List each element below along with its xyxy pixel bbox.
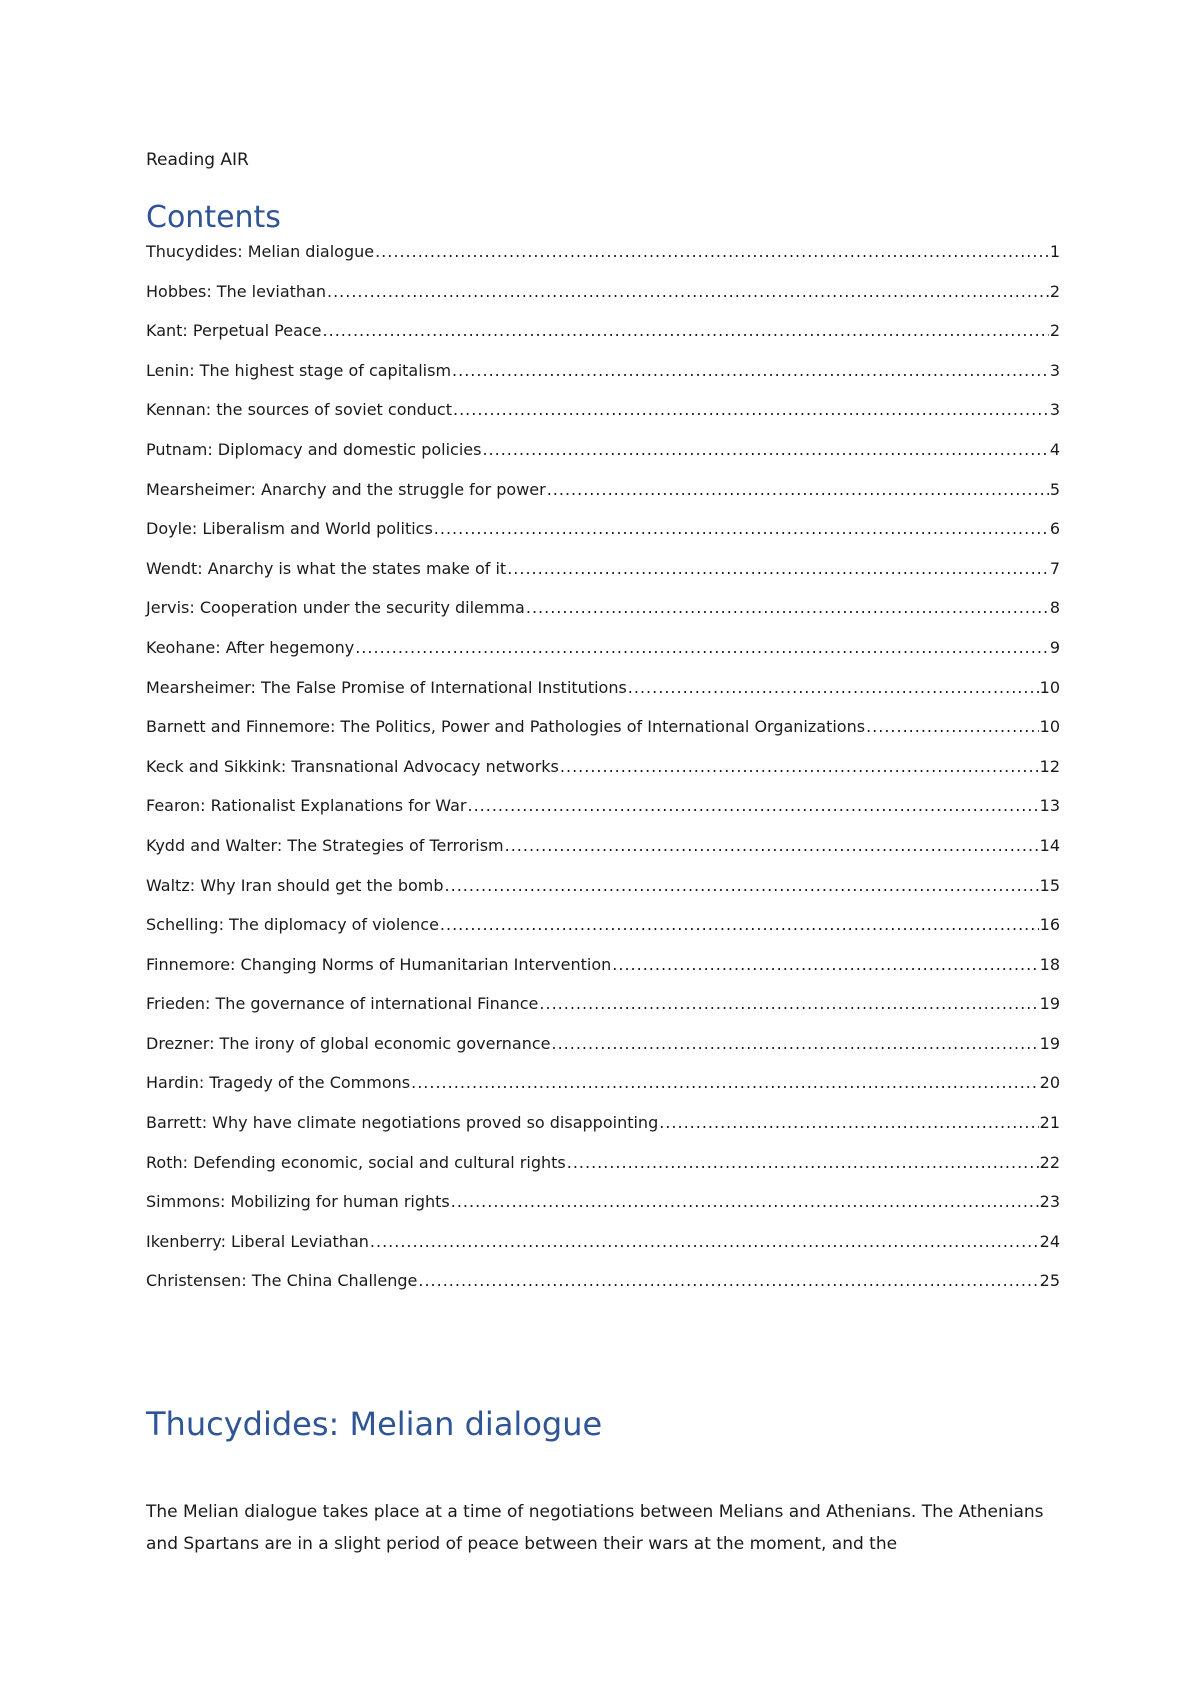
toc-entry-title: Hobbes: The leviathan — [146, 281, 326, 301]
toc-leader — [440, 915, 1039, 935]
toc-leader — [327, 282, 1049, 302]
toc-leader — [539, 994, 1038, 1014]
toc-leader — [505, 836, 1039, 856]
toc-leader — [434, 519, 1049, 539]
toc-heading: Contents — [146, 200, 281, 235]
toc-entry-page: 13 — [1039, 796, 1060, 816]
toc-leader — [659, 1113, 1038, 1133]
toc-entry[interactable] — [146, 282, 1060, 322]
toc-leader — [526, 598, 1049, 618]
toc-entry-title: Lenin: The highest stage of capitalism — [146, 360, 452, 380]
toc-entry-page: 7 — [1049, 558, 1060, 578]
toc-entry-page: 2 — [1049, 281, 1060, 301]
toc-entry[interactable] — [146, 1153, 1060, 1193]
toc-entry-title: Ikenberry: Liberal Leviathan — [146, 1231, 369, 1251]
toc-entry-title: Wendt: Anarchy is what the states make of it — [146, 558, 507, 578]
toc-leader — [507, 559, 1049, 579]
toc-entry[interactable] — [146, 598, 1060, 638]
toc-leader — [370, 1232, 1039, 1252]
toc-entry-title: Keohane: After hegemony — [146, 637, 355, 657]
toc-leader — [453, 400, 1049, 420]
toc-entry[interactable] — [146, 836, 1060, 876]
toc-entry[interactable] — [146, 1113, 1060, 1153]
toc-leader — [452, 361, 1049, 381]
toc-entry-title: Barnett and Finnemore: The Politics, Power and Pathologies of International Organizations — [146, 717, 866, 737]
toc-entry-title: Roth: Defending economic, social and cultural rights — [146, 1152, 566, 1172]
toc-entry-title: Keck and Sikkink: Transnational Advocacy networks — [146, 756, 559, 776]
toc-entry-page: 14 — [1039, 835, 1060, 855]
toc-entry-title: Drezner: The irony of global economic governance — [146, 1033, 551, 1053]
toc-entry-page: 22 — [1039, 1152, 1060, 1172]
toc-leader — [445, 876, 1039, 896]
toc-entry-page: 4 — [1049, 439, 1060, 459]
toc-entry-page: 10 — [1039, 717, 1060, 737]
toc-entry[interactable] — [146, 361, 1060, 401]
toc-entry-page: 2 — [1049, 321, 1060, 341]
toc-entry-page: 3 — [1049, 400, 1060, 420]
toc-entry-page: 20 — [1039, 1073, 1060, 1093]
toc-entry[interactable] — [146, 717, 1060, 757]
toc-entry-page: 24 — [1039, 1231, 1060, 1251]
body-paragraph: The Melian dialogue takes place at a time of negotiations between Melians and Athenians. The Athenians and Spartans are in a slight period of peace between their wars at the moment, and the — [146, 1502, 1044, 1554]
toc-entry-page: 10 — [1039, 677, 1060, 697]
toc-entry-page: 25 — [1039, 1271, 1060, 1291]
toc-entry-page: 6 — [1049, 519, 1060, 539]
toc-entry[interactable] — [146, 440, 1060, 480]
toc-entry[interactable] — [146, 1073, 1060, 1113]
toc-leader — [467, 796, 1038, 816]
toc-entry[interactable] — [146, 1034, 1060, 1074]
toc-entry-title: Waltz: Why Iran should get the bomb — [146, 875, 444, 895]
toc-entry-title: Frieden: The governance of international Finance — [146, 994, 539, 1014]
toc-entry-page: 3 — [1049, 360, 1060, 380]
toc-entry-title: Schelling: The diplomacy of violence — [146, 915, 439, 935]
toc-entry-title: Kydd and Walter: The Strategies of Terrorism — [146, 835, 504, 855]
toc-leader — [355, 638, 1049, 658]
toc-entry-page: 12 — [1039, 756, 1060, 776]
toc-entry-title: Kennan: the sources of soviet conduct — [146, 400, 452, 420]
toc-entry-title: Christensen: The China Challenge — [146, 1271, 418, 1291]
toc-entry-page: 8 — [1049, 598, 1060, 618]
toc-entry[interactable] — [146, 994, 1060, 1034]
toc-entry-title: Mearsheimer: Anarchy and the struggle for power — [146, 479, 546, 499]
toc-entry-title: Thucydides: Melian dialogue — [146, 242, 375, 261]
toc-entry-page: 15 — [1039, 875, 1060, 895]
toc-entry[interactable] — [146, 1271, 1060, 1311]
toc-leader — [375, 242, 1049, 262]
toc-entry[interactable] — [146, 400, 1060, 440]
toc-entry-title: Simmons: Mobilizing for human rights — [146, 1192, 450, 1212]
toc-entry[interactable] — [146, 638, 1060, 678]
toc-entry[interactable] — [146, 1192, 1060, 1232]
toc-entry-page: 23 — [1039, 1192, 1060, 1212]
toc-leader — [552, 1034, 1039, 1054]
toc-entry[interactable] — [146, 796, 1060, 836]
toc-entry-title: Hardin: Tragedy of the Commons — [146, 1073, 411, 1093]
toc-entry-page: 18 — [1039, 954, 1060, 974]
toc-leader — [323, 321, 1049, 341]
toc-leader — [628, 678, 1039, 698]
toc-entry-page: 9 — [1049, 637, 1060, 657]
toc-leader — [451, 1192, 1039, 1212]
toc-entry[interactable] — [146, 915, 1060, 955]
toc-entry[interactable] — [146, 559, 1060, 599]
toc-entry-page: 19 — [1039, 1033, 1060, 1053]
toc-entry[interactable] — [146, 955, 1060, 995]
toc-leader — [612, 955, 1038, 975]
toc-entry[interactable] — [146, 757, 1060, 797]
document-label: Reading AIR — [146, 150, 249, 170]
toc-entry[interactable] — [146, 480, 1060, 520]
toc-leader — [482, 440, 1048, 460]
toc-entry-title: Jervis: Cooperation under the security dilemma — [146, 598, 525, 618]
toc-entry-title: Kant: Perpetual Peace — [146, 321, 322, 341]
toc-entry[interactable] — [146, 1232, 1060, 1272]
toc-entry-title: Putnam: Diplomacy and domestic policies — [146, 439, 482, 459]
toc-entry-page: 19 — [1039, 994, 1060, 1014]
toc-entry[interactable] — [146, 519, 1060, 559]
toc-entry[interactable] — [146, 321, 1060, 361]
toc-entry[interactable] — [146, 678, 1060, 718]
toc-entry-page: 21 — [1039, 1113, 1060, 1133]
toc-leader — [547, 480, 1049, 500]
toc-leader — [418, 1271, 1038, 1291]
toc-entry-page: 5 — [1049, 479, 1060, 499]
toc-entry-title: Doyle: Liberalism and World politics — [146, 519, 433, 539]
toc-leader — [560, 757, 1039, 777]
toc-leader — [866, 717, 1039, 737]
toc-entry-title: Finnemore: Changing Norms of Humanitarian Intervention — [146, 954, 612, 974]
toc-entry[interactable] — [146, 876, 1060, 916]
toc-entry-page: 16 — [1039, 915, 1060, 935]
toc-entry-title: Barrett: Why have climate negotiations proved so disappointing — [146, 1113, 659, 1133]
section-heading: Thucydides: Melian dialogue — [146, 1405, 603, 1443]
toc-leader — [411, 1073, 1039, 1093]
toc-leader — [567, 1153, 1039, 1173]
toc-entry-title: Fearon: Rationalist Explanations for War — [146, 796, 467, 816]
toc-entry[interactable] — [146, 242, 1060, 282]
table-of-contents — [146, 242, 1060, 1311]
toc-entry-page: 1 — [1049, 242, 1060, 261]
toc-entry-title: Mearsheimer: The False Promise of International Institutions — [146, 677, 627, 697]
